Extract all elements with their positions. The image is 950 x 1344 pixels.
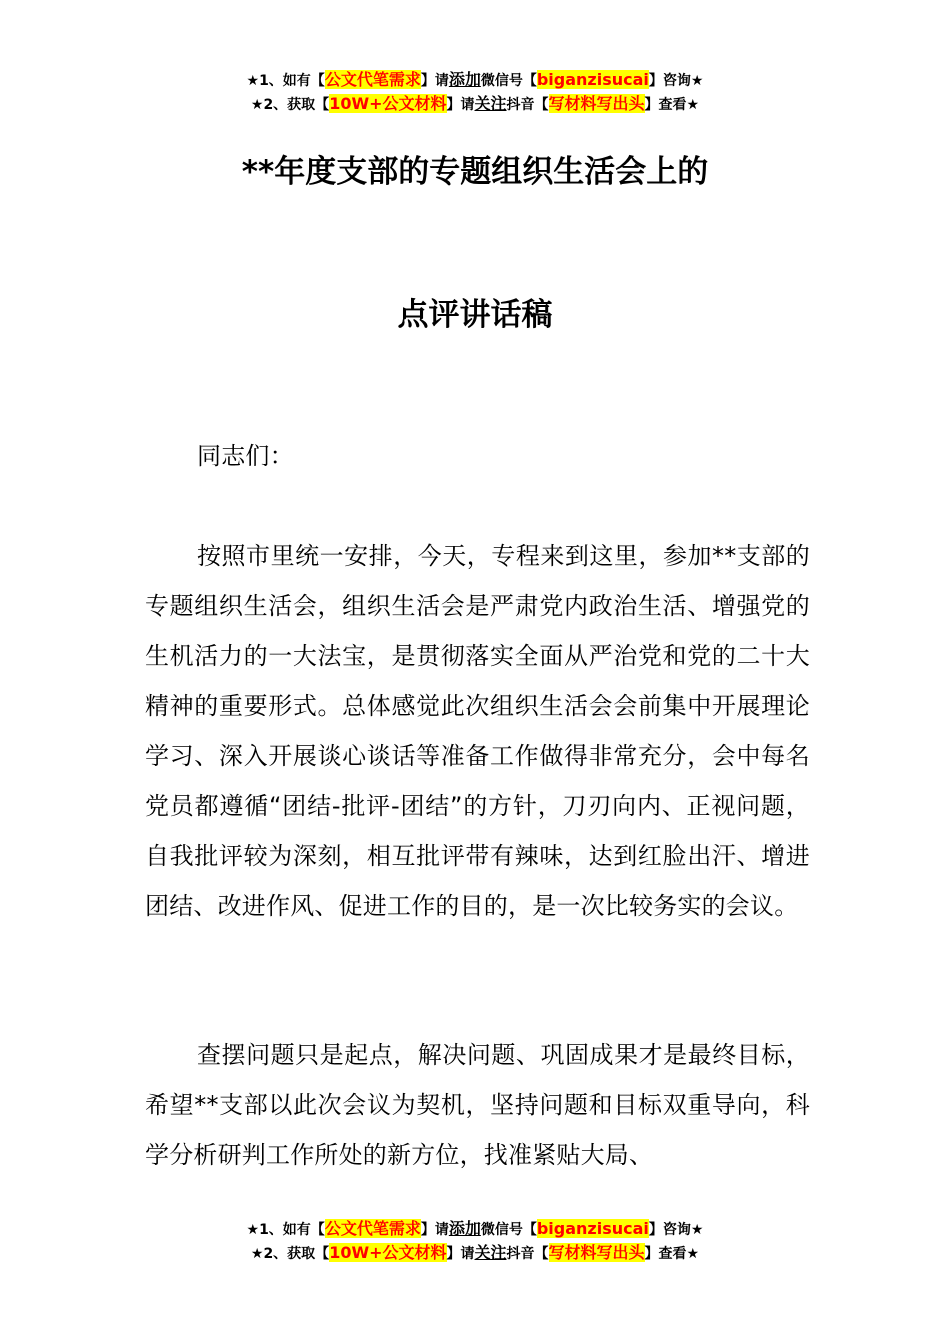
ad-highlight-wechat-id: biganzisucai: [536, 70, 649, 89]
ad-highlight-douyin-account: 写材料写出头: [548, 94, 645, 113]
document-title-line-2: 点评讲话稿: [397, 297, 553, 333]
ad-highlight-wechat-id: biganzisucai: [536, 1219, 649, 1238]
ad-highlight-service: 公文代笔需求: [324, 1219, 421, 1238]
header-ad: [0, 68, 950, 116]
ad-highlight-materials: 10W+公文材料: [329, 1243, 447, 1262]
ad-highlight-materials: 10W+公文材料: [329, 94, 447, 113]
ad-highlight-douyin-account: 写材料写出头: [548, 1243, 645, 1262]
document-title-line-1: **年度支部的专题组织生活会上的: [241, 154, 709, 190]
ad-highlight-service: 公文代笔需求: [324, 70, 421, 89]
footer-ad-line-2: ★2、获取【10W+公文材料】请关注抖音【写材料写出头】查看★: [250, 1243, 700, 1262]
footer-ad-line-1: ★1、如有【公文代笔需求】请添加微信号【biganzisucai】咨询★: [246, 1219, 704, 1238]
header-ad-line-2: ★2、获取【10W+公文材料】请关注抖音【写材料写出头】查看★: [250, 94, 700, 113]
greeting: 同志们：: [197, 442, 294, 470]
body-paragraph-2: 查摆问题只是起点，解决问题、巩固成果才是最终目标，希望**支部以此次会议为契机，坚持问题和目标双重导向，科学分析研判工作所处的新方位，找准紧贴大局、: [145, 1041, 810, 1169]
footer-ad: [0, 1217, 950, 1265]
header-ad-line-1: ★1、如有【公文代笔需求】请添加微信号【biganzisucai】咨询★: [246, 70, 704, 89]
body-paragraph-1: 按照市里统一安排，今天，专程来到这里，参加**支部的专题组织生活会，组织生活会是严肃党内政治生活、增强党的生机活力的一大法宝，是贯彻落实全面从严治党和党的二十大精神的重要形式。总体感觉此次组织生活会会前集中开展理论学习、深入开展谈心谈话等准备工作做得非常充分，会中每名党员都遵循“团结-批评-团结”的方针，刀刃向内、正视问题，自我批评较为深刻，相互批评带有辣味，达到红脸出汗、增进团结、改进作风、促进工作的目的，是一次比较务实的会议。: [145, 542, 810, 920]
